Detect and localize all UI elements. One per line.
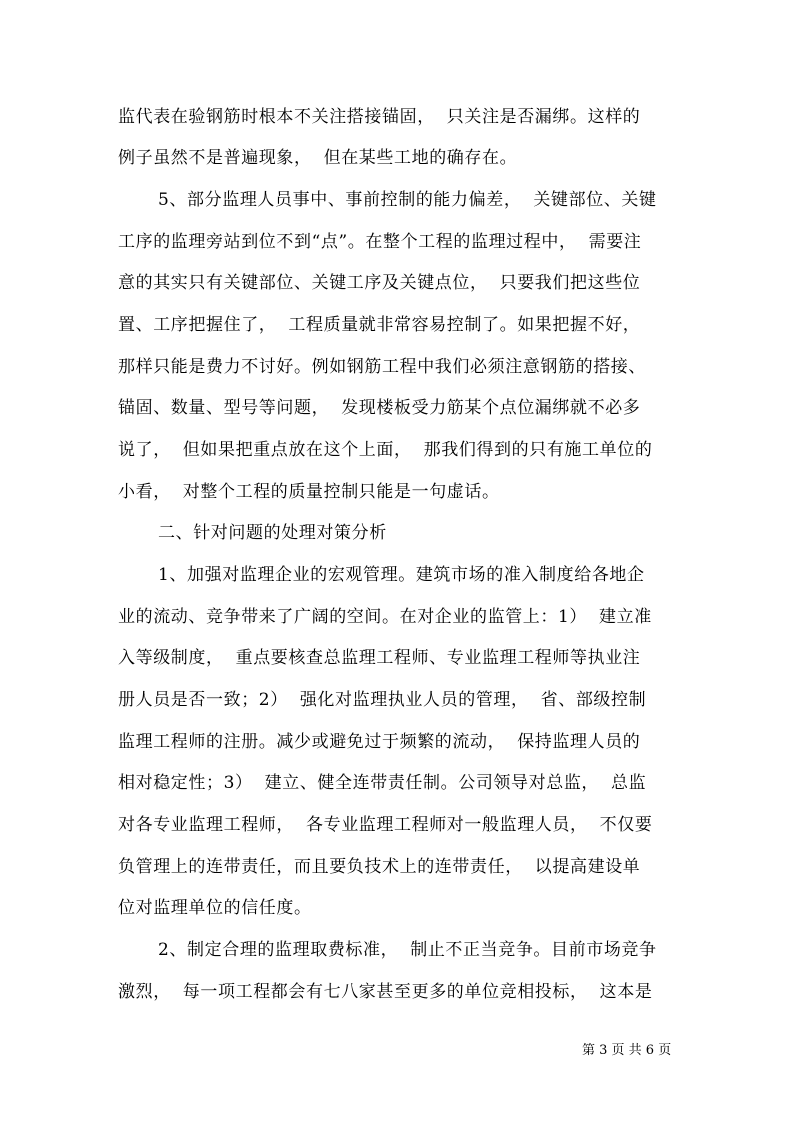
text-line: 置、工序把握住了， 工程质量就非常容易控制了。如果把握不好，	[118, 315, 641, 335]
text-line: 激烈， 每一项工程都会有七八家甚至更多的单位竞相投标， 这本是	[118, 982, 653, 1002]
text-line: 对各专业监理工程师， 各专业监理工程师对一般监理人员， 不仅要	[118, 815, 653, 835]
text-line: 1、加强对监理企业的宏观管理。建筑市场的准入制度给各地企	[158, 565, 645, 585]
text-line: 说了， 但如果把重点放在这个上面， 那我们得到的只有施工单位的	[118, 440, 653, 460]
text-line: 业的流动、竞争带来了广阔的空间。在对企业的监管上：1） 建立准	[118, 607, 652, 627]
text-line: 2、制定合理的监理取费标准， 制止不正当竞争。目前市场竞争	[158, 940, 657, 960]
text-line: 入等级制度， 重点要核查总监理工程师、专业监理工程师等执业注	[118, 648, 641, 668]
section-heading: 二、针对问题的处理对策分析	[158, 523, 387, 543]
text-line: 相对稳定性；3） 建立、健全连带责任制。公司领导对总监， 总监	[118, 773, 647, 793]
text-line: 锚固、数量、型号等问题， 发现楼板受力筋某个点位漏绑就不必多	[118, 398, 641, 418]
text-line: 例子虽然不是普遍现象， 但在某些工地的确存在。	[118, 148, 518, 168]
text-line: 那样只能是费力不讨好。例如钢筋工程中我们必须注意钢筋的搭接、	[118, 357, 646, 377]
text-line: 小看， 对整个工程的质量控制只能是一句虚话。	[118, 482, 500, 502]
text-line: 位对监理单位的信任度。	[118, 898, 312, 918]
text-line: 工序的监理旁站到位不到“点”。在整个工程的监理过程中， 需要注	[118, 232, 642, 252]
text-line: 5、部分监理人员事中、事前控制的能力偏差， 关键部位、关键	[158, 190, 657, 210]
text-line: 负管理上的连带责任，而且要负技术上的连带责任， 以提高建设单	[118, 857, 641, 877]
text-line: 监代表在验钢筋时根本不关注搭接锚固， 只关注是否漏绑。这样的	[118, 107, 641, 127]
text-line: 意的其实只有关键部位、关键工序及关键点位， 只要我们把这些位	[118, 273, 641, 293]
text-line: 监理工程师的注册。减少或避免过于频繁的流动， 保持监理人员的	[118, 732, 641, 752]
text-line: 册人员是否一致；2） 强化对监理执业人员的管理， 省、部级控制	[118, 690, 647, 710]
page-number-footer: 第 3 页 共 6 页	[582, 1043, 672, 1058]
